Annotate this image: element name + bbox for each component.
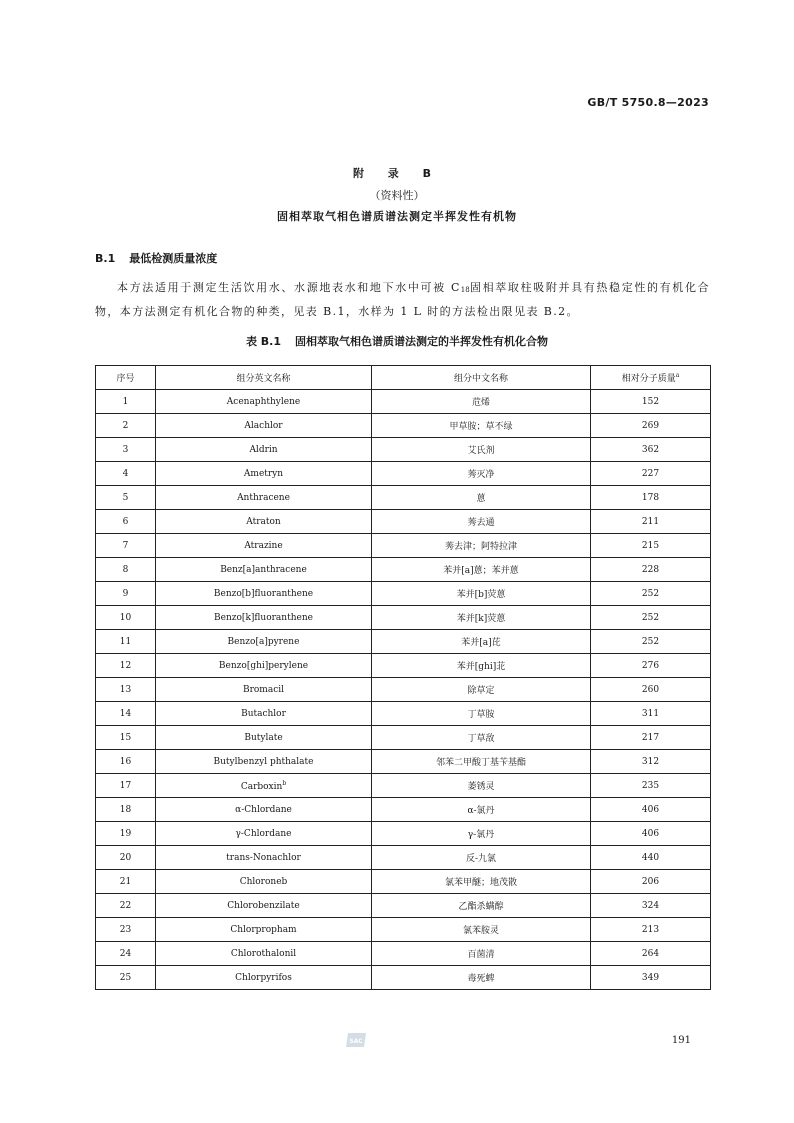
cell-molecular-weight-text: 406 bbox=[641, 828, 660, 839]
cell-chinese-name bbox=[372, 678, 591, 702]
cell-molecular-weight bbox=[591, 462, 711, 486]
cell-molecular-weight bbox=[591, 798, 711, 822]
compound-table bbox=[95, 365, 711, 990]
cell-chinese-name-text: 蒽 bbox=[476, 494, 486, 504]
cell-chinese-name bbox=[372, 534, 591, 558]
cell-english-name-text: Benz[a]anthracene bbox=[220, 564, 307, 575]
annex-name: 固相萃取气相色谱质谱法测定半挥发性有机物 bbox=[277, 210, 517, 223]
header-english-name: 组分英文名称 bbox=[156, 366, 372, 390]
table-row bbox=[96, 606, 711, 630]
cell-english-name bbox=[156, 486, 372, 510]
table-row bbox=[96, 414, 711, 438]
cell-molecular-weight-text: 264 bbox=[641, 948, 660, 959]
cell-molecular-weight bbox=[591, 486, 711, 510]
header-mw-label: 相对分子质量 bbox=[621, 374, 676, 384]
cell-no bbox=[96, 822, 156, 846]
sac-logo-icon bbox=[345, 1032, 367, 1048]
table-number: 表 B.1 bbox=[245, 335, 282, 348]
cell-chinese-name-text: 丁草敌 bbox=[467, 734, 495, 744]
table-row bbox=[96, 894, 711, 918]
cell-no-text: 24 bbox=[119, 948, 132, 959]
sac-logo-text: SAC bbox=[349, 1038, 363, 1045]
cell-no-text: 8 bbox=[122, 564, 129, 575]
cell-english-name-text: Benzo[ghi]perylene bbox=[218, 660, 309, 671]
cell-molecular-weight-text: 217 bbox=[641, 732, 660, 743]
cell-molecular-weight-text: 206 bbox=[641, 876, 660, 887]
cell-no-text: 12 bbox=[119, 660, 132, 671]
section-heading bbox=[95, 250, 217, 266]
cell-no bbox=[96, 750, 156, 774]
cell-english-name-text: Bromacil bbox=[242, 684, 285, 695]
page-number: 191 bbox=[671, 1035, 691, 1046]
cell-no-text: 14 bbox=[119, 708, 132, 719]
cell-no-text: 7 bbox=[122, 540, 129, 551]
cell-molecular-weight-text: 349 bbox=[641, 972, 660, 983]
cell-no-text: 2 bbox=[122, 420, 129, 431]
cell-molecular-weight-text: 269 bbox=[641, 420, 660, 431]
cell-english-name-text: Chloroneb bbox=[239, 876, 288, 887]
cell-english-name bbox=[156, 582, 372, 606]
cell-english-name-text: Ametryn bbox=[243, 468, 284, 479]
table-row bbox=[96, 702, 711, 726]
cell-no-text: 23 bbox=[119, 924, 132, 935]
cell-molecular-weight-text: 252 bbox=[641, 636, 660, 647]
cell-molecular-weight-text: 215 bbox=[641, 540, 660, 551]
table-row bbox=[96, 390, 711, 414]
cell-molecular-weight-text: 252 bbox=[641, 612, 660, 623]
cell-chinese-name bbox=[372, 438, 591, 462]
cell-molecular-weight bbox=[591, 510, 711, 534]
cell-molecular-weight bbox=[591, 942, 711, 966]
cell-english-name-text: Butylate bbox=[244, 732, 283, 743]
cell-chinese-name bbox=[372, 918, 591, 942]
cell-english-name-text: Benzo[a]pyrene bbox=[227, 636, 300, 647]
table-header-row bbox=[96, 366, 711, 390]
cell-english-name-text: γ-Chlordane bbox=[235, 828, 292, 839]
cell-molecular-weight bbox=[591, 702, 711, 726]
cell-no bbox=[96, 558, 156, 582]
paragraph-text-2: 固相萃取柱吸附并具有热稳定性的有机化合物，本方法测定有机化合物的种类，见表 B.1，水样为 1 L 时的方法检出限见表 B.2。 bbox=[95, 281, 710, 318]
cell-molecular-weight-text: 228 bbox=[641, 564, 660, 575]
cell-english-name-text: Anthracene bbox=[237, 492, 290, 503]
cell-no bbox=[96, 606, 156, 630]
paragraph-text-1: 本方法适用于测定生活饮用水、水源地表水和地下水中可被 C bbox=[117, 281, 461, 294]
table-row bbox=[96, 870, 711, 894]
table-row bbox=[96, 654, 711, 678]
cell-english-name bbox=[156, 678, 372, 702]
cell-english-name-text: Benzo[k]fluoranthene bbox=[214, 612, 313, 623]
cell-no bbox=[96, 582, 156, 606]
cell-english-name-text: Chlorpyrifos bbox=[235, 972, 292, 983]
cell-chinese-name-text: α-氯丹 bbox=[467, 806, 495, 816]
section-paragraph bbox=[95, 277, 710, 322]
cell-no bbox=[96, 870, 156, 894]
cell-molecular-weight bbox=[591, 918, 711, 942]
cell-chinese-name-text: 苯并[b]荧蒽 bbox=[456, 590, 506, 600]
cell-chinese-name-text: 苊烯 bbox=[471, 398, 490, 408]
cell-no bbox=[96, 486, 156, 510]
cell-no-text: 13 bbox=[119, 684, 132, 695]
header-mw-note: a bbox=[675, 372, 680, 379]
cell-english-name-text: α-Chlordane bbox=[235, 804, 292, 815]
table-title: 固相萃取气相色谱质谱法测定的半挥发性有机化合物 bbox=[295, 335, 549, 348]
cell-english-name bbox=[156, 966, 372, 990]
cell-chinese-name bbox=[372, 510, 591, 534]
footnote-marker: b bbox=[282, 779, 287, 787]
cell-chinese-name bbox=[372, 942, 591, 966]
cell-no-text: 10 bbox=[119, 612, 132, 623]
cell-english-name-text: Alachlor bbox=[244, 420, 283, 431]
cell-no-text: 18 bbox=[119, 804, 132, 815]
cell-molecular-weight-text: 440 bbox=[641, 852, 660, 863]
cell-no bbox=[96, 462, 156, 486]
cell-no bbox=[96, 678, 156, 702]
cell-no bbox=[96, 654, 156, 678]
cell-chinese-name-text: 莠灭净 bbox=[467, 470, 495, 480]
table-row bbox=[96, 846, 711, 870]
cell-no-text: 9 bbox=[122, 588, 129, 599]
cell-no bbox=[96, 966, 156, 990]
cell-molecular-weight-text: 260 bbox=[641, 684, 660, 695]
cell-no-text: 6 bbox=[122, 516, 129, 527]
cell-english-name bbox=[156, 630, 372, 654]
table-row bbox=[96, 822, 711, 846]
cell-chinese-name-text: 莠去津；阿特拉津 bbox=[444, 542, 517, 552]
table-row bbox=[96, 750, 711, 774]
cell-no-text: 22 bbox=[119, 900, 132, 911]
header-molecular-weight bbox=[591, 366, 711, 390]
table-body bbox=[96, 390, 711, 990]
cell-no-text: 15 bbox=[119, 732, 132, 743]
cell-english-name bbox=[156, 390, 372, 414]
cell-molecular-weight-text: 362 bbox=[641, 444, 660, 455]
cell-molecular-weight bbox=[591, 822, 711, 846]
cell-molecular-weight-text: 178 bbox=[641, 492, 660, 503]
cell-chinese-name bbox=[372, 630, 591, 654]
cell-no bbox=[96, 534, 156, 558]
cell-chinese-name-text: 除草定 bbox=[467, 686, 495, 696]
cell-chinese-name-text: 百菌清 bbox=[467, 950, 495, 960]
cell-english-name bbox=[156, 462, 372, 486]
cell-english-name bbox=[156, 414, 372, 438]
section-number: B.1 bbox=[95, 252, 116, 265]
cell-chinese-name-text: 氯苯甲醚；地茂散 bbox=[444, 878, 517, 888]
cell-chinese-name-text: 苯并[k]荧蒽 bbox=[456, 614, 506, 624]
cell-chinese-name bbox=[372, 606, 591, 630]
cell-no-text: 17 bbox=[119, 780, 132, 791]
table-row bbox=[96, 486, 711, 510]
cell-chinese-name-text: 莠去通 bbox=[467, 518, 495, 528]
cell-no-text: 11 bbox=[119, 636, 132, 647]
cell-english-name bbox=[156, 534, 372, 558]
cell-chinese-name-text: γ-氯丹 bbox=[467, 830, 495, 840]
cell-molecular-weight bbox=[591, 558, 711, 582]
cell-chinese-name-text: 甲草胺；草不绿 bbox=[449, 422, 513, 432]
cell-no bbox=[96, 630, 156, 654]
cell-chinese-name-text: 反-九氯 bbox=[465, 854, 497, 864]
cell-molecular-weight bbox=[591, 582, 711, 606]
table-row bbox=[96, 966, 711, 990]
cell-molecular-weight-text: 211 bbox=[641, 516, 660, 527]
table-row bbox=[96, 798, 711, 822]
cell-molecular-weight-text: 252 bbox=[641, 588, 660, 599]
table-caption bbox=[0, 333, 794, 349]
cell-english-name bbox=[156, 702, 372, 726]
cell-molecular-weight-text: 152 bbox=[641, 396, 660, 407]
cell-no bbox=[96, 894, 156, 918]
cell-english-name bbox=[156, 606, 372, 630]
cell-no bbox=[96, 846, 156, 870]
cell-english-name bbox=[156, 750, 372, 774]
cell-english-name bbox=[156, 894, 372, 918]
cell-no-text: 3 bbox=[122, 444, 129, 455]
cell-english-name bbox=[156, 942, 372, 966]
cell-english-name bbox=[156, 438, 372, 462]
cell-molecular-weight-text: 213 bbox=[641, 924, 660, 935]
header-no: 序号 bbox=[96, 366, 156, 390]
cell-chinese-name-text: 毒死蜱 bbox=[467, 974, 495, 984]
cell-no bbox=[96, 942, 156, 966]
cell-chinese-name bbox=[372, 702, 591, 726]
paragraph-subscript: 18 bbox=[460, 286, 470, 294]
cell-no-text: 4 bbox=[122, 468, 129, 479]
cell-no bbox=[96, 798, 156, 822]
cell-molecular-weight bbox=[591, 966, 711, 990]
section-title: 最低检测质量浓度 bbox=[129, 252, 218, 265]
cell-english-name-text: Atrazine bbox=[244, 540, 283, 551]
cell-no bbox=[96, 414, 156, 438]
cell-english-name-text: Benzo[b]fluoranthene bbox=[213, 588, 314, 599]
cell-molecular-weight bbox=[591, 894, 711, 918]
cell-chinese-name-text: 苯并[a]芘 bbox=[461, 638, 501, 648]
cell-chinese-name bbox=[372, 846, 591, 870]
table-row bbox=[96, 918, 711, 942]
table-row bbox=[96, 462, 711, 486]
table-row bbox=[96, 942, 711, 966]
cell-chinese-name bbox=[372, 390, 591, 414]
cell-chinese-name bbox=[372, 774, 591, 798]
table-row bbox=[96, 438, 711, 462]
cell-no-text: 1 bbox=[122, 396, 129, 407]
cell-english-name bbox=[156, 558, 372, 582]
cell-molecular-weight bbox=[591, 390, 711, 414]
cell-chinese-name-text: 乙酯杀螨醇 bbox=[458, 902, 504, 912]
cell-chinese-name bbox=[372, 486, 591, 510]
cell-english-name bbox=[156, 654, 372, 678]
cell-english-name-text: Butachlor bbox=[241, 708, 286, 719]
cell-english-name-text: Atraton bbox=[246, 516, 281, 527]
cell-no bbox=[96, 438, 156, 462]
cell-english-name-text: Chlorobenzilate bbox=[227, 900, 300, 911]
cell-english-name-text: Acenaphthylene bbox=[226, 396, 301, 407]
cell-english-name bbox=[156, 774, 372, 798]
cell-english-name-text: Carboxin bbox=[240, 781, 283, 792]
cell-english-name bbox=[156, 846, 372, 870]
cell-chinese-name bbox=[372, 870, 591, 894]
cell-chinese-name-text: 苯并[ghi]苝 bbox=[456, 662, 506, 672]
cell-molecular-weight bbox=[591, 750, 711, 774]
cell-chinese-name-text: 邻苯二甲酸丁基苄基酯 bbox=[435, 758, 526, 768]
table-row bbox=[96, 774, 711, 798]
cell-english-name-text: Aldrin bbox=[249, 444, 278, 455]
cell-english-name-text: Chlorothalonil bbox=[230, 948, 297, 959]
cell-no bbox=[96, 702, 156, 726]
cell-no bbox=[96, 774, 156, 798]
cell-no bbox=[96, 726, 156, 750]
cell-chinese-name-text: 艾氏剂 bbox=[467, 446, 495, 456]
cell-chinese-name bbox=[372, 414, 591, 438]
cell-english-name bbox=[156, 918, 372, 942]
table-row bbox=[96, 582, 711, 606]
cell-chinese-name bbox=[372, 654, 591, 678]
table-row bbox=[96, 726, 711, 750]
cell-molecular-weight bbox=[591, 726, 711, 750]
cell-no bbox=[96, 390, 156, 414]
cell-molecular-weight bbox=[591, 438, 711, 462]
cell-chinese-name-text: 氯苯胺灵 bbox=[462, 926, 499, 936]
table-row bbox=[96, 630, 711, 654]
cell-no-text: 25 bbox=[119, 972, 132, 983]
cell-english-name bbox=[156, 798, 372, 822]
cell-no-text: 16 bbox=[119, 756, 132, 767]
cell-molecular-weight-text: 312 bbox=[641, 756, 660, 767]
cell-english-name-text: Butylbenzyl phthalate bbox=[213, 756, 314, 767]
cell-molecular-weight bbox=[591, 870, 711, 894]
cell-molecular-weight-text: 276 bbox=[641, 660, 660, 671]
cell-chinese-name-text: 苯并[a]蒽；苯并蒽 bbox=[443, 566, 519, 576]
annex-title: 附 录 B bbox=[352, 167, 442, 180]
cell-chinese-name bbox=[372, 894, 591, 918]
cell-english-name bbox=[156, 822, 372, 846]
cell-no-text: 19 bbox=[119, 828, 132, 839]
cell-chinese-name bbox=[372, 750, 591, 774]
cell-molecular-weight-text: 311 bbox=[641, 708, 660, 719]
table-row bbox=[96, 510, 711, 534]
cell-no-text: 21 bbox=[119, 876, 132, 887]
cell-chinese-name bbox=[372, 582, 591, 606]
cell-english-name bbox=[156, 870, 372, 894]
cell-molecular-weight-text: 406 bbox=[641, 804, 660, 815]
cell-molecular-weight-text: 227 bbox=[641, 468, 660, 479]
cell-english-name-text: Chlorpropham bbox=[230, 924, 297, 935]
document-code: GB/T 5750.8—2023 bbox=[587, 96, 709, 109]
cell-molecular-weight bbox=[591, 774, 711, 798]
cell-molecular-weight bbox=[591, 654, 711, 678]
cell-chinese-name bbox=[372, 726, 591, 750]
header-chinese-name: 组分中文名称 bbox=[372, 366, 591, 390]
table-row bbox=[96, 678, 711, 702]
cell-no bbox=[96, 918, 156, 942]
cell-english-name-text: trans-Nonachlor bbox=[226, 852, 301, 863]
cell-chinese-name bbox=[372, 966, 591, 990]
cell-chinese-name-text: 萎锈灵 bbox=[467, 782, 495, 792]
cell-molecular-weight-text: 324 bbox=[641, 900, 660, 911]
cell-molecular-weight bbox=[591, 630, 711, 654]
cell-molecular-weight bbox=[591, 414, 711, 438]
cell-molecular-weight bbox=[591, 534, 711, 558]
cell-no-text: 5 bbox=[122, 492, 129, 503]
cell-no-text: 20 bbox=[119, 852, 132, 863]
cell-english-name bbox=[156, 726, 372, 750]
table-row bbox=[96, 558, 711, 582]
table-row bbox=[96, 534, 711, 558]
cell-molecular-weight bbox=[591, 678, 711, 702]
cell-chinese-name bbox=[372, 558, 591, 582]
cell-no bbox=[96, 510, 156, 534]
cell-english-name bbox=[156, 510, 372, 534]
cell-chinese-name-text: 丁草胺 bbox=[467, 710, 495, 720]
cell-molecular-weight bbox=[591, 606, 711, 630]
cell-chinese-name bbox=[372, 798, 591, 822]
cell-molecular-weight-text: 235 bbox=[641, 780, 660, 791]
cell-chinese-name bbox=[372, 462, 591, 486]
cell-chinese-name bbox=[372, 822, 591, 846]
cell-molecular-weight bbox=[591, 846, 711, 870]
annex-subtitle: （资料性） bbox=[369, 189, 425, 202]
